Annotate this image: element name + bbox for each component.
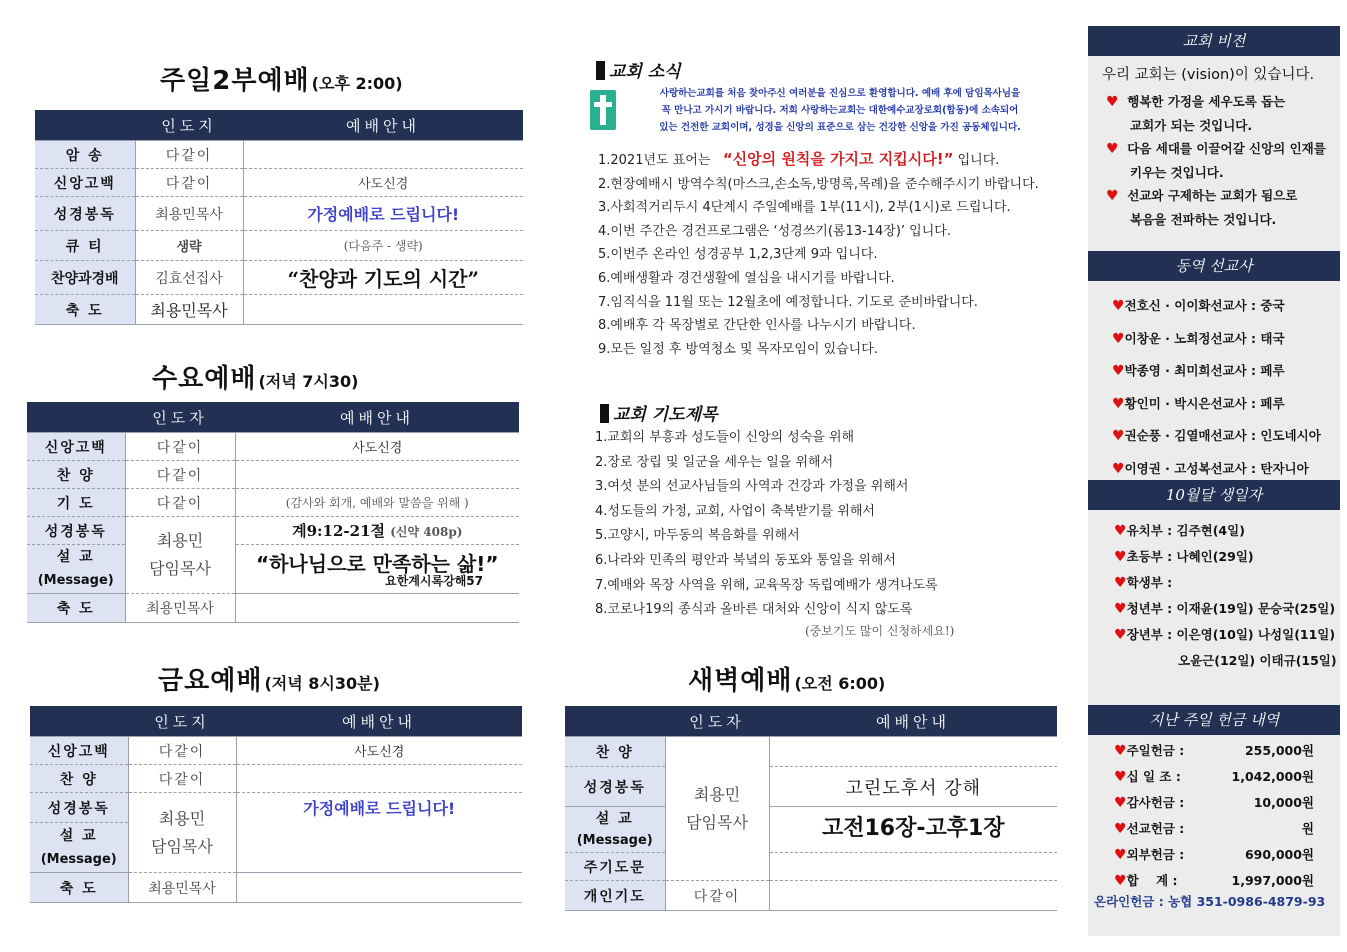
- friday-leader: 최용민 담임목사: [128, 793, 236, 873]
- sidebar: [1088, 26, 1340, 936]
- list-item: ♥합 계 : 1,997,000원: [1114, 873, 1314, 889]
- list-item: 1.2021년도 표어는 “신앙의 원칙을 가지고 지킵시다!” 입니다.: [598, 150, 1000, 168]
- list-item: 5.고양시, 마두동의 복음화를 위해서: [595, 528, 800, 544]
- sunday-title: [160, 60, 403, 97]
- table-row: 찬양과경배 김효선집사 “찬양과 기도의 시간”: [35, 261, 523, 295]
- table-row: 찬 양 다같이: [30, 765, 522, 793]
- list-item: 9.모든 일정 후 방역청소 및 목자모임이 있습니다.: [598, 341, 878, 357]
- table-row: 축 도 최용민목사: [35, 295, 523, 325]
- table-row: 큐 티 생략 (다음주 - 생략): [35, 231, 523, 261]
- list-item: ♥유치부 : 김주현(4일): [1114, 523, 1245, 539]
- heart-icon: ♥: [1112, 395, 1125, 412]
- table-row: 신앙고백 다같이 사도신경: [27, 433, 519, 461]
- sunday-table: [35, 110, 523, 325]
- list-item: ♥박종영 · 최미희선교사 : 페루: [1112, 363, 1285, 379]
- sunday-time: (오후 2:00): [311, 74, 403, 93]
- mission-heading: 동역 선교사: [1088, 251, 1340, 281]
- table-row: 성경봉독 최용민 담임목사 계9:12-21절 (신약 408p): [27, 517, 519, 545]
- table-row: 개인기도 다같이: [565, 881, 1057, 911]
- list-item: ♥장년부 : 이은영(10일) 나성일(11일): [1114, 627, 1336, 643]
- table-row: 찬 양 최용민 담임목사: [565, 737, 1057, 767]
- heart-icon: ♥: [1112, 460, 1125, 477]
- table-header: 인도지 예배안내: [35, 110, 523, 141]
- table-row: 축 도 최용민목사: [27, 594, 519, 623]
- list-item: ♥ 선교와 구제하는 교회가 됨으로: [1106, 188, 1298, 204]
- heart-icon: ♥: [1112, 363, 1125, 379]
- list-item: ♥이창운 · 노희정선교사 : 태국: [1112, 330, 1285, 347]
- list-item: 8.코로나19의 종식과 올바른 대처와 신앙이 식지 않도록: [595, 602, 913, 618]
- table-row: 찬 양 다같이: [27, 461, 519, 489]
- table-row: 설 교 (Message) “하나님으로 만족하는 삶!” 요한계시록강해57: [27, 545, 519, 594]
- list-item: 6.예배생활과 경건생활에 열심을 내시기를 바랍니다.: [598, 270, 895, 286]
- sunday-title-text: 주일2부예배: [160, 66, 310, 96]
- heart-icon: ♥: [1112, 428, 1125, 444]
- table-row: 설 교 (Message): [30, 823, 522, 873]
- heart-icon: ♥: [1106, 141, 1119, 157]
- list-item: ♥청년부 : 이재윤(19일) 문승국(25일): [1114, 601, 1336, 617]
- table-row: 주기도문: [565, 853, 1057, 881]
- news-list: [598, 148, 1039, 361]
- list-item: ♥ 행복한 가정을 세우도록 돕는: [1106, 94, 1286, 110]
- news-intro: 사랑하는교회를 처음 찾아주신 여러분을 진심으로 환영합니다. 예배 후에 담임목사님을 꼭 만나고 가시기 바랍니다. 저희 사랑하는교회는 대한예수교장로회(합동)에 소속되어 있는 건전한 교회이며, 성경을 신앙의 표준으로 삼는 건강한 신앙을 가진 공동체입니다.: [659, 88, 1021, 133]
- birthday-list: ♥유치부 : 김주현(4일) ♥초등부 : 나혜인(29일) ♥학생부 : ♥청년부 : 이재윤(19일) 문승국(25일) ♥장년부 : 이은영(10일) 나성일(11일) 오윤근(12일) 이태규(15일): [1114, 518, 1337, 673]
- heart-icon: ♥: [1114, 549, 1127, 565]
- table-row: 성경봉독 최용민 담임목사 가정예배로 드립니다!: [30, 793, 522, 823]
- prayer-list: [595, 426, 938, 623]
- heart-icon: ♥: [1112, 330, 1125, 347]
- table-row: 성경봉독 고린도후서 강해: [565, 767, 1057, 807]
- list-item: ♥선교헌금 : 원: [1114, 821, 1314, 837]
- heart-icon: ♥: [1114, 795, 1127, 811]
- list-item: 5.이번주 온라인 성경공부 1,2,3단계 9과 입니다.: [598, 247, 878, 263]
- table-header: 인도자 예배안내: [27, 402, 519, 433]
- wednesday-title: 수요예배 (저녁 7시30): [152, 364, 359, 394]
- dawn-title: 새벽예배 (오전 6:00): [688, 666, 886, 696]
- list-item: ♥학생부 :: [1114, 575, 1173, 591]
- list-item: ♥초등부 : 나혜인(29일): [1114, 549, 1254, 565]
- table-header: 인도자 예배안내: [565, 706, 1057, 737]
- prayer-heading: 교회 기도제목: [600, 400, 717, 425]
- list-item: 3.사회적거리두시 4단계시 주일예배를 1부(11시), 2부(1시)로 드립니다.: [598, 200, 1011, 216]
- dawn-table: [565, 706, 1057, 911]
- offering-list: [1114, 738, 1314, 894]
- table-row: 신앙고백 다같이 사도신경: [30, 737, 522, 765]
- heart-icon: ♥: [1114, 743, 1127, 759]
- heart-icon: ♥: [1114, 873, 1127, 889]
- heart-icon: ♥: [1112, 298, 1125, 314]
- online-offering: 온라인헌금 : 농협 351-0986-4879-93: [1094, 894, 1326, 909]
- table-header: 인도지 예배안내: [30, 706, 522, 737]
- list-item: ♥ 다음 세대를 이끌어갈 신앙의 인재를: [1106, 141, 1326, 157]
- list-item: 7.임직식을 11월 또는 12월초에 예정합니다. 기도로 준비바랍니다.: [598, 294, 978, 310]
- table-row: 신앙고백 다같이 사도신경: [35, 169, 523, 197]
- heart-icon: ♥: [1114, 575, 1127, 591]
- list-item: ♥전호신 · 이이화선교사 : 중국: [1112, 298, 1285, 314]
- news-heading: 교회 소식: [596, 57, 681, 82]
- heart-icon: ♥: [1114, 769, 1127, 785]
- birthday-heading: 10월달 생일자: [1088, 480, 1340, 510]
- list-item: 1.교회의 부흥과 성도들이 신앙의 성숙을 위해: [595, 430, 855, 445]
- table-row: 암 송 다같이: [35, 141, 523, 169]
- heart-icon: ♥: [1114, 847, 1127, 863]
- heart-icon: ♥: [1114, 627, 1127, 643]
- table-row: 기 도 다같이 (감사와 회개, 예배와 말씀을 위해 ): [27, 489, 519, 517]
- list-item: ♥감사헌금 : 10,000원: [1114, 795, 1314, 811]
- table-row: 성경봉독 최용민목사 가정예배로 드립니다!: [35, 197, 523, 231]
- heart-icon: ♥: [1106, 94, 1119, 110]
- heart-icon: ♥: [1114, 601, 1127, 617]
- list-item: 2.현장예배시 방역수칙(마스크,손소독,방명록,목례)을 준수해주시기 바랍니다.: [598, 176, 1039, 192]
- heart-icon: ♥: [1106, 188, 1119, 204]
- list-item: 7.예배와 목장 사역을 위해, 교육목장 독립예배가 생겨나도록: [595, 577, 938, 593]
- list-item: 3.여섯 분의 선교사님들의 사역과 건강과 가정을 위해서: [595, 479, 909, 495]
- vision-list: ♥ 행복한 가정을 세우도록 돕는 교회가 되는 것입니다. ♥ 다음 세대를 이끌어갈 신앙의 인재를 키우는 것입니다. ♥ 선교와 구제하는 교회가 됨으로 복음을 전파하는 것입니다.: [1106, 90, 1326, 231]
- list-item: 4.성도들의 가정, 교회, 사업이 축복받기를 위해서: [595, 503, 875, 519]
- table-row: 축 도 최용민목사: [30, 873, 522, 903]
- list-item: ♥황인미 · 박시은선교사 : 페루: [1112, 395, 1285, 412]
- vision-heading: 교회 비전: [1088, 26, 1340, 56]
- list-item: 2.장로 장립 및 일군을 세우는 일을 위해서: [595, 454, 834, 470]
- friday-table: [30, 706, 522, 903]
- list-item: ♥십 일 조 : 1,042,000원: [1114, 769, 1314, 785]
- list-item: ♥이영권 · 고성복선교사 : 탄자니아: [1112, 460, 1309, 477]
- wednesday-table: [27, 402, 519, 623]
- heart-icon: ♥: [1114, 821, 1127, 837]
- table-row: 설 교 (Message) 고전16장-고후1장: [565, 807, 1057, 853]
- prayer-note: (중보기도 많이 신청하세요!): [805, 624, 955, 638]
- vision-lead: 우리 교회는 (vision)이 있습니다.: [1102, 67, 1315, 83]
- cross-icon: [590, 90, 616, 130]
- missionary-list: [1112, 290, 1321, 485]
- wednesday-leader: 최용민 담임목사: [125, 517, 235, 594]
- dawn-leader: 최용민 담임목사: [665, 737, 769, 881]
- list-item: ♥권순풍 · 김열매선교사 : 인도네시아: [1112, 428, 1321, 444]
- list-item: 6.나라와 민족의 평안과 북녘의 동포와 통일을 위해서: [595, 552, 896, 568]
- list-item: 8.예배후 각 목장별로 간단한 인사를 나누시기 바랍니다.: [598, 318, 916, 334]
- list-item: ♥외부헌금 : 690,000원: [1114, 847, 1314, 863]
- list-item: ♥주일헌금 : 255,000원: [1114, 743, 1314, 759]
- heart-icon: ♥: [1114, 523, 1127, 539]
- list-item: 4.이번 주간은 경건프로그램은 ‘성경쓰기(롬13-14장)’ 입니다.: [598, 223, 951, 239]
- friday-title: 금요예배 (저녁 8시30분): [158, 666, 380, 696]
- offering-heading: 지난 주일 헌금 내역: [1088, 705, 1340, 735]
